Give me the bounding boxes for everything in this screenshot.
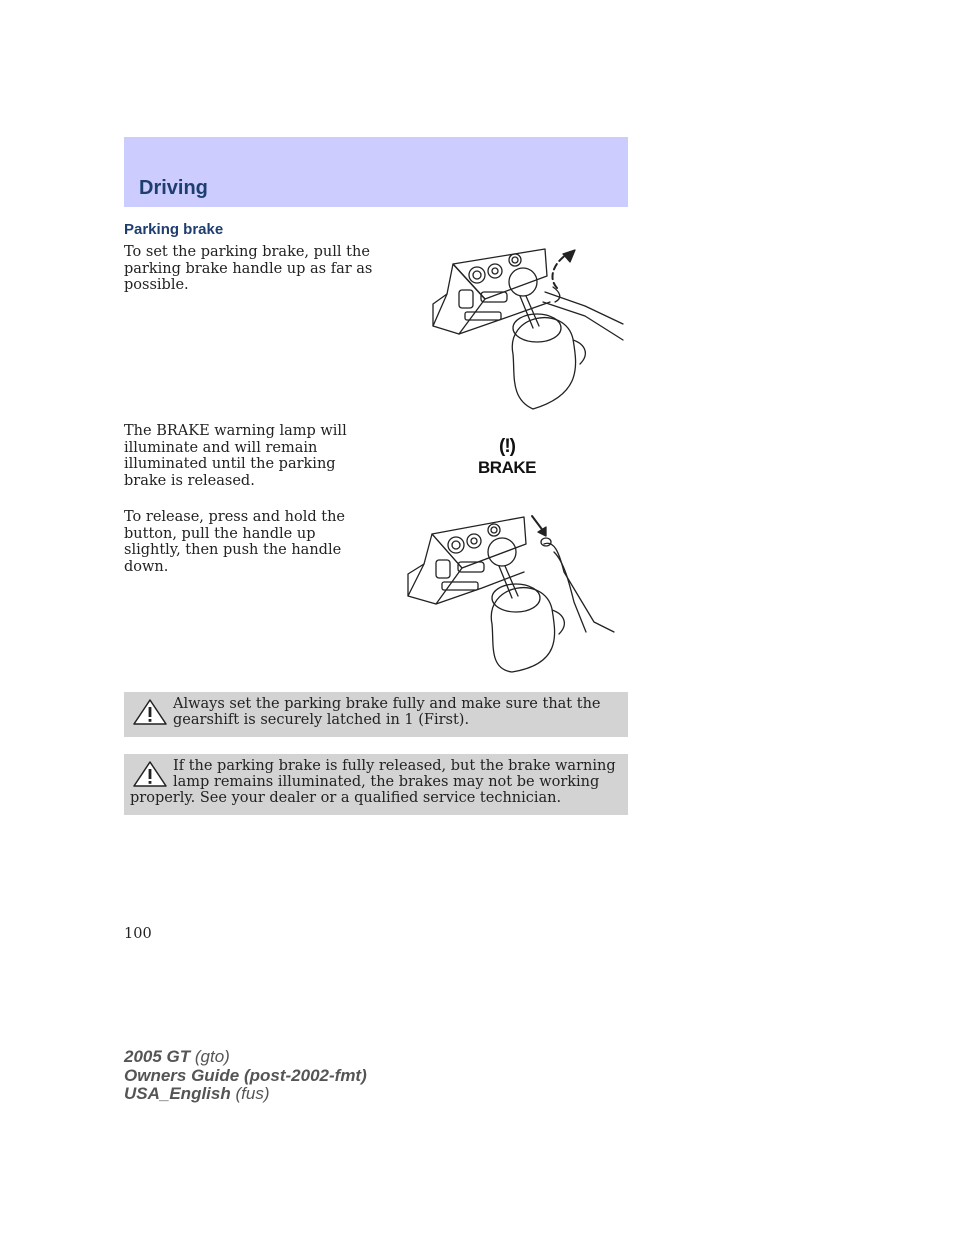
brake-warning-lamp-icon	[472, 437, 542, 479]
parking-brake-release-illustration	[404, 512, 619, 674]
warning-box-gearshift	[124, 692, 628, 737]
warning-box-brake-lamp	[124, 754, 628, 815]
section-title: Driving	[139, 177, 208, 199]
warning-triangle-icon	[130, 696, 170, 728]
brake-lamp-word: BRAKE	[478, 458, 536, 477]
page-number: 100	[124, 926, 152, 942]
footer-model: 2005 GT	[124, 1047, 191, 1066]
footer-model-code: (gto)	[194, 1047, 230, 1066]
brake-lamp-text: The BRAKE warning lamp will illuminate and will remain illuminated until the parking brake is released.	[124, 423, 347, 489]
release-parking-brake-text: To release, press and hold the button, pull the handle up slightly, then push the handle down.	[124, 509, 346, 575]
set-parking-brake-text: To set the parking brake, pull the parking brake handle up as far as possible.	[124, 244, 373, 293]
footer-language-code: (fus)	[235, 1084, 270, 1103]
warning-text-brake-lamp: If the parking brake is fully released, but the brake warning lamp remains illuminated, the brakes may not be working properly. See your dealer or a qualified service technician.	[130, 758, 616, 806]
document-footer	[124, 1048, 367, 1104]
warning-text-gearshift: Always set the parking brake fully and make sure that the gearshift is securely latched in 1 (First).	[173, 696, 601, 728]
parking-brake-heading: Parking brake	[124, 221, 224, 238]
footer-guide: Owners Guide (post-2002-fmt)	[124, 1065, 367, 1085]
footer-language: USA_English	[124, 1084, 231, 1103]
section-header-band	[124, 137, 628, 207]
warning-triangle-icon	[130, 758, 170, 790]
parking-brake-pull-illustration	[425, 244, 630, 412]
brake-lamp-glyph: (!)	[499, 436, 515, 457]
